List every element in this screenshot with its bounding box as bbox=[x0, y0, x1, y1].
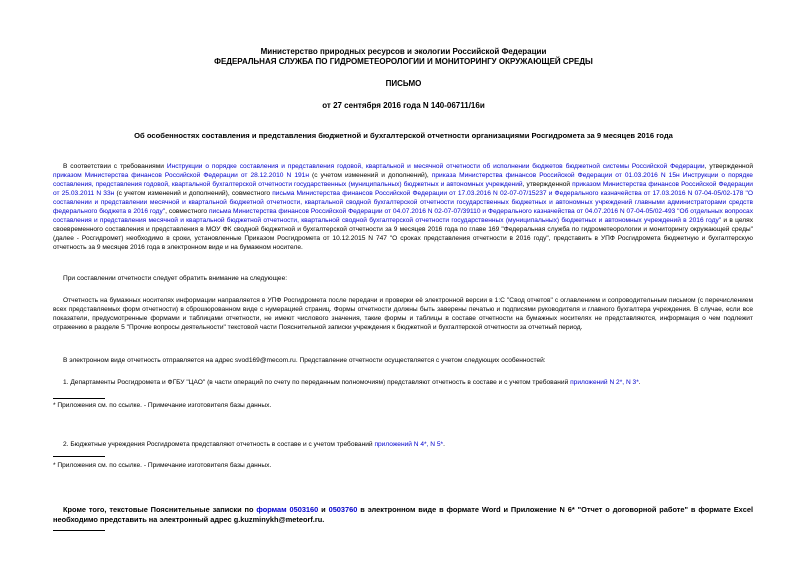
ministry-name: Министерство природных ресурсов и экологии Российской Федерации bbox=[260, 47, 547, 56]
paragraph-intro bbox=[53, 162, 753, 252]
link-letter-15237[interactable]: письма Министерства финансов Российской Федерации от 17.03.2016 N 02-07-07/15237 и Федерального казначейства от 17.03.2016 N 07-04-05/02-178 "О составлении и представлении месячной и квартальной бюджетной отчетности, квартальной сводной бухгалтерской отчетности государственных бюджетных и автономных учреждений главными администраторами средств федерального бюджета в 2016 году" bbox=[53, 190, 753, 215]
text-fragment: 1. Департаменты Росгидромета и ФГБУ "ЦАО" (в части операций по счету по переданным полномочиям) представляют отчетность в составе и с учетом требований bbox=[63, 379, 571, 386]
text-fragment: (с учетом изменений и дополнений), совместного bbox=[114, 190, 273, 197]
paragraph-item-1 bbox=[53, 378, 753, 387]
link-form-0503160[interactable]: формам 0503160 bbox=[256, 505, 319, 514]
footnote-1: * Приложения см. по ссылке. - Примечание изготовителя базы данных. bbox=[53, 402, 272, 409]
text-fragment: 2. Бюджетные учреждения Росгидромета представляют отчетность в составе и с учетом требований bbox=[63, 441, 375, 448]
footnote-separator bbox=[53, 456, 105, 457]
footnote-separator bbox=[53, 530, 105, 531]
link-order-191n[interactable]: приказом Министерства финансов Российской Федерации от 28.12.2010 N 191н bbox=[53, 172, 309, 179]
text-fragment: . bbox=[638, 379, 641, 386]
text-fragment: в электронном виде в формате Word и Приложение N 6* "Отчет о договорной работе" в формате Excel необходимо представить на электронный адрес g.kuzminykh@meteorf.ru. bbox=[53, 505, 754, 524]
footnote-2: * Приложения см. по ссылке. - Примечание изготовителя базы данных. bbox=[53, 462, 272, 469]
link-order-15n[interactable]: приказа Министерства финансов Российской Федерации от 01.03.2016 N 15н bbox=[431, 172, 680, 179]
footnote-separator bbox=[53, 398, 105, 399]
text-fragment: и bbox=[318, 505, 329, 514]
text-fragment: , совместного bbox=[165, 208, 209, 215]
link-letter-39110[interactable]: письма Министерства финансов Российской Федерации от 04.07.2016 N 02-07-07/39110 и Федерального казначейства от 04.07.2016 N 07-04-05/02-493 "Об отдельных вопросах составления и представления месячной и квартальной бюджетной отчетности, квартальной сводной бухгалтерской отчетности государственных (муниципальных) бюджетных и автономных учреждений в 2016 году" bbox=[53, 208, 753, 224]
text-fragment: , утвержденной bbox=[704, 163, 753, 170]
document-type: ПИСЬМО bbox=[385, 79, 422, 88]
link-order-33n[interactable]: приказом Министерства финансов Российской Федерации от 25.03.2011 N 33н bbox=[53, 181, 753, 197]
text-fragment: , утвержденной bbox=[522, 181, 573, 188]
service-name: ФЕДЕРАЛЬНАЯ СЛУЖБА ПО ГИДРОМЕТЕОРОЛОГИИ И МОНИТОРИНГУ ОКРУЖАЮЩЕЙ СРЕДЫ bbox=[214, 57, 593, 66]
text-fragment: Кроме того, текстовые Пояснительные записки по bbox=[63, 505, 257, 514]
text-fragment: и в целях своевременного составления и представления в МОУ ФК сводной бюджетной и бухгалтерской отчетности за 9 месяцев 2016 года по главе 169 "Федеральная служба по гидрометеорологии и мониторингу окружающей среды" (далее - Росгидромет) необходимо в сроки, установленные Приказом Росгидромета от 10.12.2015 N 747 "О сроках представления отчетности в 2016 году", представить в УПФ Росгидромета бюджетную и бухгалтерскую отчетность за 9 месяцев 2016 года в электронном виде и на бумажном носителе. bbox=[53, 217, 753, 251]
link-appendix-4-5[interactable]: приложений N 4*, N 5* bbox=[374, 441, 444, 448]
text-fragment: . bbox=[443, 441, 445, 448]
paragraph-attention: При составлении отчетности следует обратить внимание на следующее: bbox=[63, 275, 288, 282]
paragraph-paper-reports: Отчетность на бумажных носителях информации направляется в УПФ Росгидромета после передачи и проверки её электронной версии в 1:С "Свод отчетов" с оглавлением и сопроводительным письмом (с перечислением всех представляемых форм отчетности) в сброшюрованном виде с нумерацией страниц. Формы отчетности должны быть заверены печатью и подписями руководителя и главного бухгалтера учреждения. В случае, если все показатели, предусмотренные формами и таблицами отчетности, не имеют числового значения, такие формы и таблицы в составе отчетности на бумажных носителях не представляются, информация о чем подлежит отражению в разделе 5 "Прочие вопросы деятельности" текстовой части Пояснительной записки учреждения к бюджетной и бухгалтерской отчетности за отчетный период. bbox=[53, 297, 753, 331]
paragraph-electronic-reports: В электронном виде отчетность отправляется на адрес svod169@mecom.ru. Представление отчетности осуществляется с учетом следующих особенностей: bbox=[63, 357, 546, 364]
text-fragment: (с учетом изменений и дополнений), bbox=[308, 172, 432, 179]
link-appendix-2-3[interactable]: приложений N 2*, N 3* bbox=[570, 379, 639, 386]
link-instruction-191n[interactable]: Инструкции о порядке составления и представления годовой, квартальной и месячной отчетности об исполнении бюджетов бюджетной системы Российской Федерации bbox=[166, 163, 705, 170]
link-form-0503760[interactable]: 0503760 bbox=[328, 505, 358, 514]
document-subject: Об особенностях составления и представления бюджетной и бухгалтерской отчетности организациями Росгидромета за 9 месяцев 2016 года bbox=[134, 131, 673, 140]
document-date-number: от 27 сентября 2016 года N 140-06711/16и bbox=[322, 101, 485, 110]
paragraph-item-2 bbox=[53, 440, 753, 449]
text-fragment: В соответствии с требованиями bbox=[63, 163, 167, 170]
paragraph-explanatory-notes bbox=[53, 505, 753, 525]
link-instruction-33n[interactable]: Инструкции о порядке составления, представления годовой, квартальной бухгалтерской отчетности государственных (муниципальных) бюджетных и автономных учреждений bbox=[53, 172, 753, 188]
